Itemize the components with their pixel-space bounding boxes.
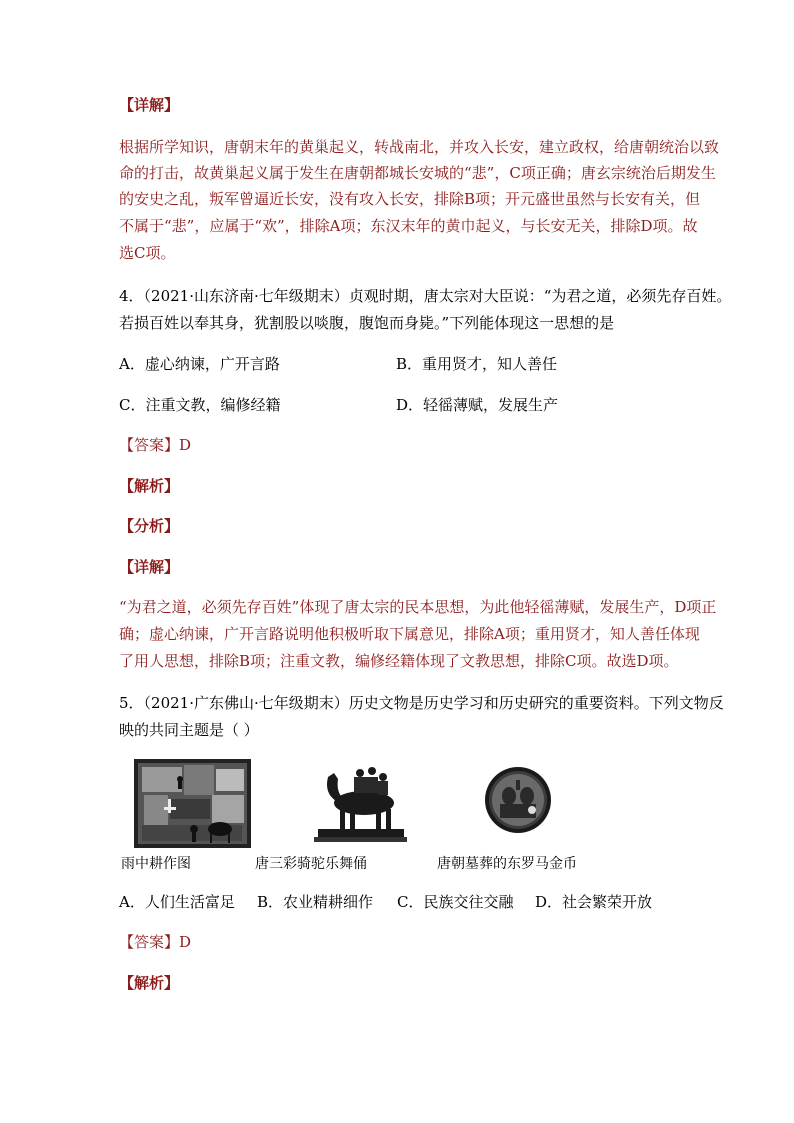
q4-detail-tag: 【详解】 (119, 558, 180, 576)
q3-detail-tag: 【详解】 (119, 96, 180, 114)
q4-para-line-3: 了用人思想，排除B项；注重文教，编修经籍体现了文教思想，排除C项。故选D项。 (119, 652, 679, 670)
caption-camel-figure: 唐三彩骑驼乐舞俑 (255, 856, 367, 872)
q4-para-line-1: “为君之道，必须先存百姓”体现了唐太宗的民本思想，为此他轻徭薄赋，发展生产，D项正 (119, 598, 717, 616)
q5-answer: 【答案】D (119, 933, 192, 951)
q5-stem-line-1: 5．（2021·广东佛山·七年级期末）历史文物是历史学习和历史研究的重要资料。下列文物反 (119, 694, 724, 712)
q4-answer: 【答案】D (119, 436, 192, 454)
q5-analysis-tag: 【解析】 (119, 974, 180, 992)
caption-rain-farming: 雨中耕作图 (121, 856, 191, 872)
q3-para-line-2: 命的打击，故黄巢起义属于发生在唐朝都城长安城的“悲”，C项正确；唐玄宗统治后期发生 (119, 164, 716, 182)
q4-para-line-2: 确；虚心纳谏，广开言路说明他积极听取下属意见，排除A项；重用贤才，知人善任体现 (119, 625, 700, 643)
q4-option-a: A．虚心纳谏，广开言路 (119, 355, 280, 373)
tang-sancai-camel-figure-image (314, 763, 407, 842)
q4-analysis-tag: 【解析】 (119, 477, 180, 495)
q5-option-c: C．民族交往交融 (397, 893, 514, 911)
q5-option-d: D．社会繁荣开放 (535, 893, 653, 911)
q4-fenxi-tag: 【分析】 (119, 517, 180, 535)
caption-gold-coin: 唐朝墓葬的东罗马金币 (437, 856, 577, 872)
q5-stem-line-2: 映的共同主题是（ ） (119, 721, 259, 739)
byzantine-gold-coin-image (484, 766, 552, 834)
q5-option-b: B．农业精耕细作 (257, 893, 374, 911)
q5-option-a: A．人们生活富足 (119, 893, 235, 911)
q4-option-c: C．注重文教，编修经籍 (119, 396, 281, 414)
q4-option-b: B．重用贤才，知人善任 (396, 355, 558, 373)
q3-para-line-4: 不属于“悲”，应属于“欢”，排除A项；东汉末年的黄巾起义，与长安无关，排除D项。故 (119, 217, 698, 235)
rain-farming-painting-image (134, 759, 251, 848)
q4-option-d: D．轻徭薄赋，发展生产 (396, 396, 559, 414)
q4-stem-line-2: 若损百姓以奉其身，犹割股以啖腹，腹饱而身毙。”下列能体现这一思想的是 (119, 314, 615, 332)
q3-para-line-5: 选C项。 (119, 244, 176, 262)
q3-para-line-1: 根据所学知识，唐朝末年的黄巢起义，转战南北，并攻入长安，建立政权，给唐朝统治以致 (119, 138, 720, 156)
q3-para-line-3: 的安史之乱，叛军曾逼近长安，没有攻入长安，排除B项；开元盛世虽然与长安有关，但 (119, 190, 701, 208)
q4-stem-line-1: 4．（2021·山东济南·七年级期末）贞观时期，唐太宗对大臣说：“为君之道，必须先存百姓。 (119, 287, 732, 305)
